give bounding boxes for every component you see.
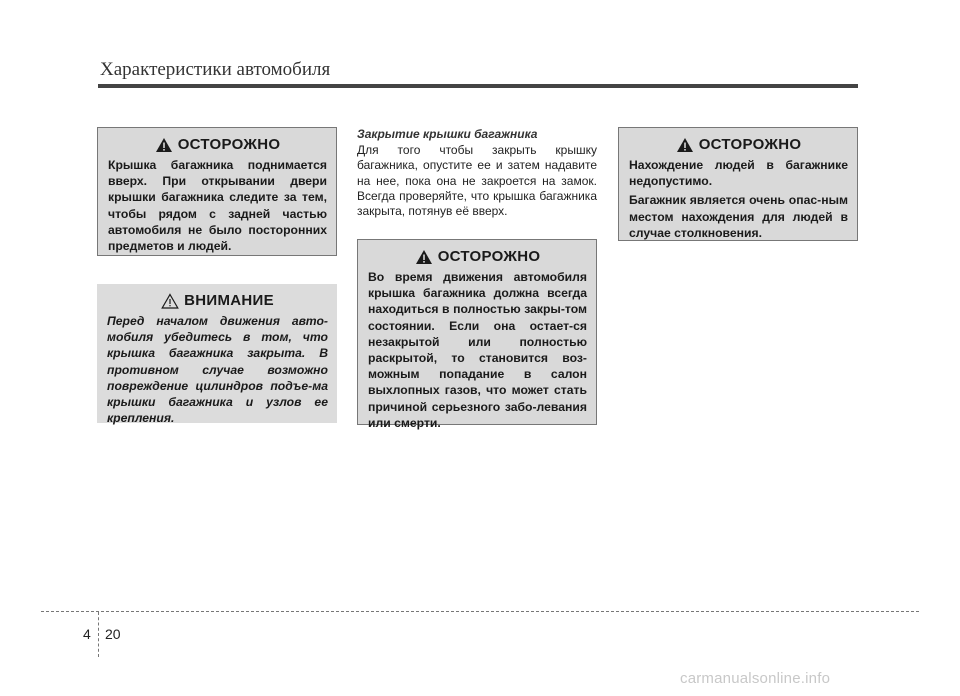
caution-box-title: ВНИМАНИЕ xyxy=(184,292,274,309)
warning-box-title: ОСТОРОЖНО xyxy=(437,248,541,265)
footer-dashed-rule xyxy=(41,611,919,612)
caution-triangle-icon xyxy=(161,293,179,309)
warning-box-trunk-lid-rises xyxy=(97,127,337,256)
warning-box-header xyxy=(629,136,848,153)
warning-box-text-line1: Нахождение людей в багажнике недопустимо. xyxy=(629,158,848,189)
warning-triangle-icon xyxy=(155,137,173,153)
warning-triangle-icon xyxy=(415,249,433,265)
watermark: carmanualsonline.info xyxy=(680,670,831,687)
warning-box-text: Крышка багажника поднимается вверх. При открывании двери крышки багажника следите за тем, чтобы рядом с задней частью автомобиля не было посторонних предметов и людей. xyxy=(108,158,327,254)
warning-box-header xyxy=(368,248,587,265)
warning-box-header xyxy=(108,136,327,153)
page-header-title: Характеристики автомобиля xyxy=(100,59,331,80)
page-chapter-number: 4 xyxy=(83,626,91,642)
caution-box-header xyxy=(107,292,328,309)
page-number: 20 xyxy=(105,626,121,642)
caution-box-text: Перед началом движения авто-мобиля убедитесь в том, что крышка багажника закрыта. В противном случае возможно повреждение цилиндров подъе-ма крышки багажника и узлов ее крепления. xyxy=(107,314,328,426)
header-rule xyxy=(98,84,858,88)
section-title-closing-trunk: Закрытие крышки багажника xyxy=(357,127,538,141)
warning-box-text-line2: Багажник является очень опас-ным местом нахождения для людей в случае столкновения. xyxy=(629,193,848,240)
warning-box-keep-trunk-closed xyxy=(357,239,597,430)
warning-box-title: ОСТОРОЖНО xyxy=(698,136,802,153)
footer-separator xyxy=(98,612,99,657)
warning-triangle-icon xyxy=(676,137,694,153)
caution-box-check-trunk-closed xyxy=(97,284,337,426)
warning-box-text: Во время движения автомобиля крышка багажника должна всегда находиться в полностью закры-том состоянии. Если она остает-ся незакрытой или полностью раскрытой, то становится воз-можным попадание в салон выхлопных газов, что может стать причиной серьезного забо-левания или смерти. xyxy=(368,270,587,430)
section-body-text: Для того чтобы закрыть крышку багажника, опустите ее и затем надавите на нее, пока она не закроется на замок. Всегда проверяйте, что крышка багажника закрыта, потянув её вверх. xyxy=(357,143,597,219)
warning-box-no-people-in-trunk xyxy=(618,127,858,241)
warning-box-title: ОСТОРОЖНО xyxy=(177,136,281,153)
